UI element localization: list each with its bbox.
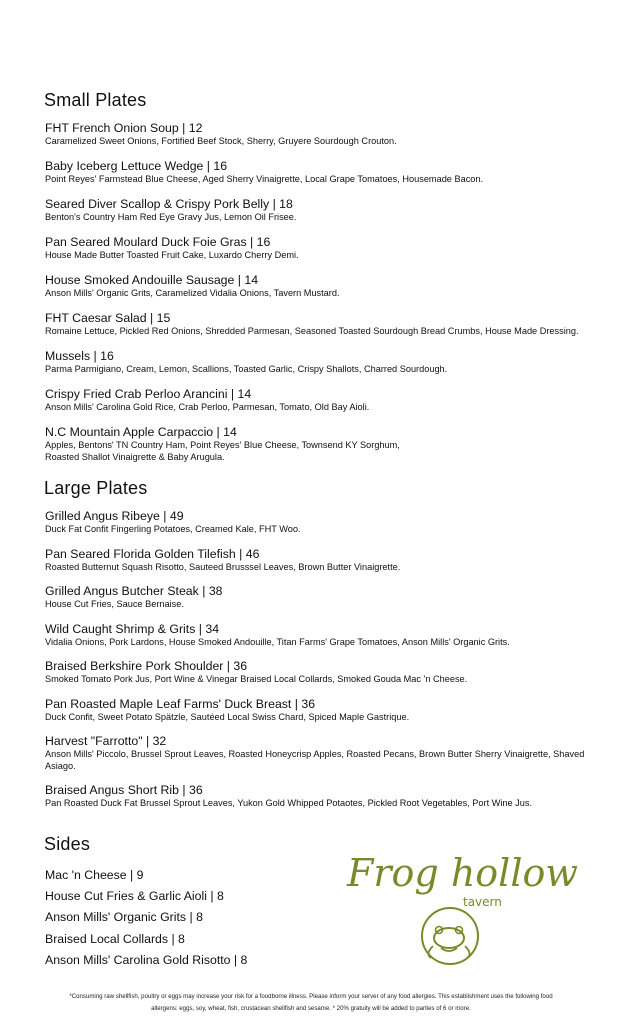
menu-item bbox=[45, 425, 605, 463]
side-item: House Cut Fries & Garlic Aioli | 8 bbox=[45, 889, 224, 904]
menu-item-description: Anson Mills' Carolina Gold Rice, Crab Perloo, Parmesan, Tomato, Old Bay Aioli. bbox=[45, 402, 370, 412]
menu-item-name: Baby Iceberg Lettuce Wedge | 16 bbox=[45, 159, 228, 173]
side-item: Braised Local Collards | 8 bbox=[45, 931, 185, 946]
menu-item bbox=[45, 509, 605, 536]
side-item: Anson Mills' Carolina Gold Risotto | 8 bbox=[45, 952, 248, 967]
menu-item bbox=[45, 235, 605, 262]
side-item: Anson Mills' Organic Grits | 8 bbox=[45, 910, 203, 925]
menu-item-name: FHT French Onion Soup | 12 bbox=[45, 121, 203, 135]
menu-item-description: Anson Mills' Piccolo, Brussel Sprout Leaves, Roasted Honeycrisp Apples, Roasted Pecans, Brown Butter Sherry Vinaigrette, Shaved Asiago. bbox=[45, 749, 585, 771]
menu-item-name: Crispy Fried Crab Perloo Arancini | 14 bbox=[45, 387, 252, 401]
menu-item-name: Mussels | 16 bbox=[45, 349, 114, 363]
menu-item-description: Benton's Country Ham Red Eye Gravy Jus, Lemon Oil Frisee. bbox=[45, 212, 297, 222]
menu-item-name: FHT Caesar Salad | 15 bbox=[45, 311, 171, 325]
menu-item-description: Apples, Bentons' TN Country Ham, Point Reyes' Blue Cheese, Townsend KY Sorghum, Roasted Shallot Vinaigrette & Baby Arugula. bbox=[45, 440, 400, 462]
allergy-disclaimer bbox=[30, 991, 592, 1015]
small-plates-list bbox=[45, 121, 605, 475]
menu-item bbox=[45, 659, 605, 686]
menu-item bbox=[45, 622, 605, 649]
menu-item-description: Pan Roasted Duck Fat Brussel Sprout Leaves, Yukon Gold Whipped Potaotes, Pickled Root Vegetables, Port Wine Jus. bbox=[45, 798, 533, 808]
menu-item-description: Romaine Lettuce, Pickled Red Onions, Shredded Parmesan, Seasoned Toasted Sourdough Bread Crumbs, House Made Dressing. bbox=[45, 326, 579, 336]
menu-item bbox=[45, 311, 605, 338]
menu-item-description: House Cut Fries, Sauce Bernaise. bbox=[45, 599, 184, 609]
menu-item-name: House Smoked Andouille Sausage | 14 bbox=[45, 273, 259, 287]
menu-item-description: Vidalia Onions, Pork Lardons, House Smoked Andouille, Titan Farms' Grape Tomatoes, Anson Mills' Organic Grits. bbox=[45, 636, 510, 647]
logo-subtitle: tavern bbox=[463, 895, 502, 909]
small-plates-heading: Small Plates bbox=[44, 90, 147, 110]
side-item: Mac 'n Cheese | 9 bbox=[45, 868, 144, 882]
menu-item-name: Pan Seared Moulard Duck Foie Gras | 16 bbox=[45, 235, 271, 249]
disclaimer-line-1: *Consuming raw shellfish, poultry or eggs may increase your risk for a foodborne illness. Please inform your server of any food allergies. This establishment uses the following food bbox=[69, 993, 553, 1000]
large-plates-list bbox=[45, 509, 605, 821]
menu-item-description: Duck Confit, Sweet Potato Spätzle, Sautéed Local Swiss Chard, Spiced Maple Gastrique. bbox=[45, 711, 410, 722]
menu-item bbox=[45, 734, 605, 772]
menu-item bbox=[45, 697, 605, 724]
menu-item-description: Caramelized Sweet Onions, Fortified Beef Stock, Sherry, Gruyere Sourdough Crouton. bbox=[45, 136, 397, 146]
menu-item-name: N.C Mountain Apple Carpaccio | 14 bbox=[45, 425, 237, 439]
menu-item bbox=[45, 349, 605, 376]
menu-item-name: Wild Caught Shrimp & Grits | 34 bbox=[45, 621, 220, 636]
menu-item-name: Braised Angus Short Rib | 36 bbox=[45, 783, 203, 797]
menu-item-name: Grilled Angus Butcher Steak | 38 bbox=[45, 584, 223, 598]
menu-item-description: Parma Parmigiano, Cream, Lemon, Scallions, Toasted Garlic, Crispy Shallots, Charred Sourdough. bbox=[45, 364, 448, 374]
menu-item-description: Roasted Butternut Squash Risotto, Sauteed Brusssel Leaves, Brown Butter Vinaigrette. bbox=[45, 561, 401, 572]
frog-icon bbox=[422, 908, 478, 964]
sides-heading: Sides bbox=[44, 834, 91, 854]
frog-hollow-logo bbox=[345, 840, 578, 968]
menu-item bbox=[45, 197, 605, 224]
menu-item bbox=[45, 121, 605, 148]
menu-item bbox=[45, 387, 605, 414]
menu-item bbox=[45, 584, 605, 611]
menu-item bbox=[45, 273, 605, 300]
logo-wordmark: Frog hollow bbox=[347, 851, 578, 895]
menu-item-name: Braised Berkshire Pork Shoulder | 36 bbox=[45, 659, 248, 673]
menu-item-name: Pan Roasted Maple Leaf Farms' Duck Breast | 36 bbox=[45, 696, 316, 711]
sides-list bbox=[45, 865, 345, 971]
menu-item-name: Grilled Angus Ribeye | 49 bbox=[45, 509, 184, 523]
disclaimer-line-2: allergens: eggs, soy, wheat, fish, crustacean shellfish and sesame. * 20% gratuity will be added to parties of 6 or more. bbox=[151, 1005, 471, 1012]
large-plates-heading: Large Plates bbox=[44, 478, 148, 498]
menu-item-name: Seared Diver Scallop & Crispy Pork Belly | 18 bbox=[45, 197, 293, 211]
menu-item bbox=[45, 783, 605, 810]
menu-item-description: House Made Butter Toasted Fruit Cake, Luxardo Cherry Demi. bbox=[45, 250, 299, 260]
menu-item bbox=[45, 159, 605, 186]
menu-item bbox=[45, 547, 605, 574]
menu-item-name: Pan Seared Florida Golden Tilefish | 46 bbox=[45, 546, 260, 561]
menu-item-description: Anson Mills' Organic Grits, Caramelized Vidalia Onions, Tavern Mustard. bbox=[45, 288, 340, 298]
menu-item-description: Point Reyes' Farmstead Blue Cheese, Aged Sherry Vinaigrette, Local Grape Tomatoes, Housemade Bacon. bbox=[45, 174, 484, 184]
menu-item-name: Harvest "Farrotto" | 32 bbox=[45, 734, 167, 748]
menu-item-description: Smoked Tomato Pork Jus, Port Wine & Vinegar Braised Local Collards, Smoked Gouda Mac 'n Cheese. bbox=[45, 674, 468, 684]
menu-item-description: Duck Fat Confit Fingerling Potatoes, Creamed Kale, FHT Woo. bbox=[45, 524, 301, 534]
